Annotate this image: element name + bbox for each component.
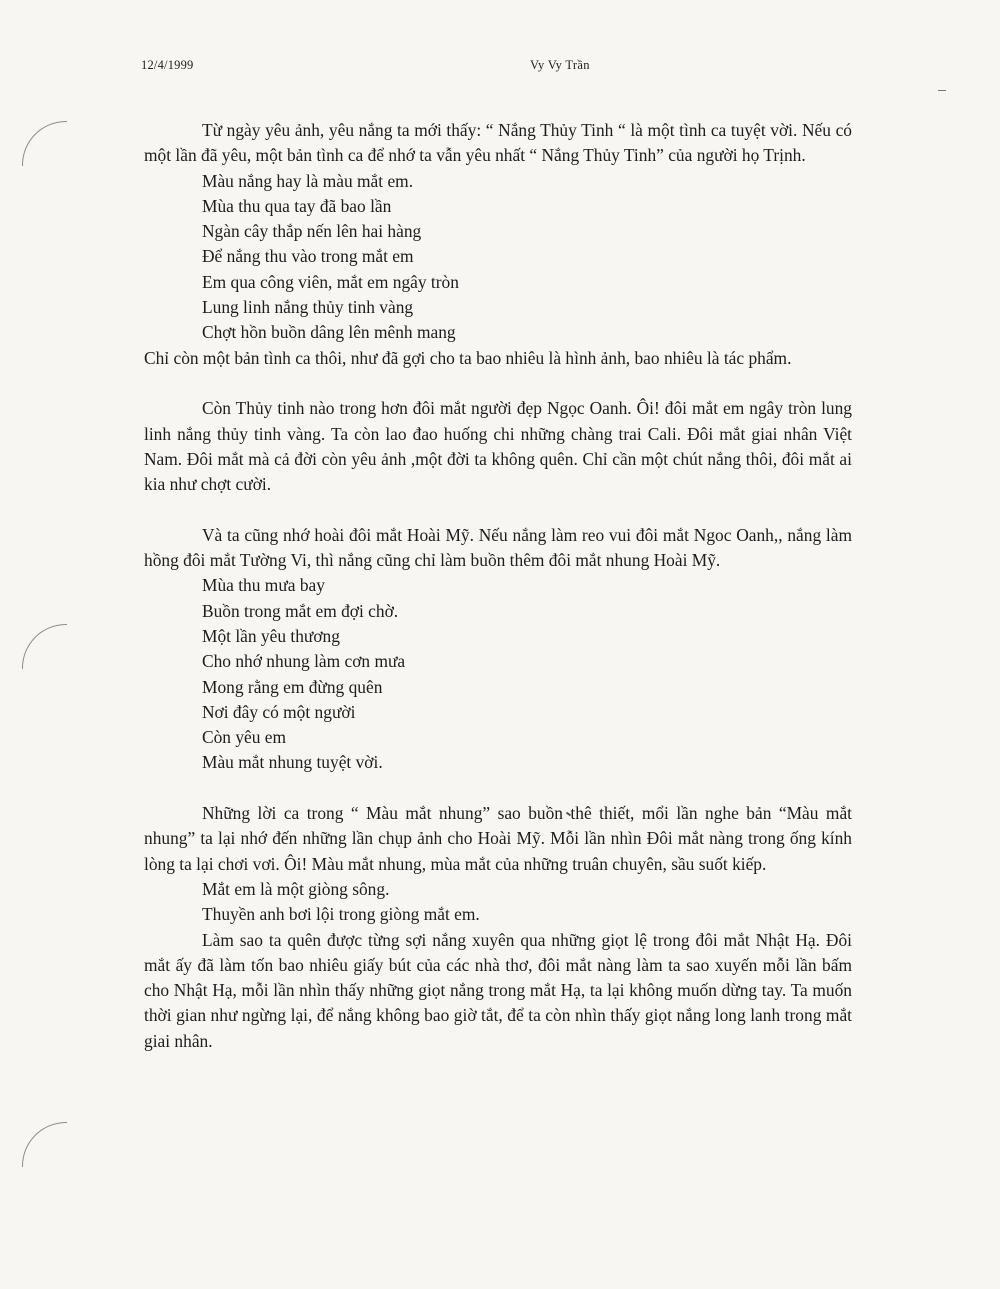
paragraph-3: Còn Thủy tinh nào trong hơn đôi mắt người đẹp Ngọc Oanh. Ôi! đôi mắt em ngây tròn lung linh nắng thủy tinh vàng. Ta còn lao đao huống chi những chàng trai Cali. Đôi mắt giai nhân Việt Nam. Đôi mắt mà cả đời còn yêu ảnh ,một đời ta không quên. Chỉ cần một chút nắng thôi, đôi mắt ai kia như chợt cười. xyxy=(144,398,852,495)
verse-line: Buồn trong mắt em đợi chờ. xyxy=(202,600,399,621)
verse-2 xyxy=(144,573,852,775)
verse-line: Mùa thu qua tay đã bao lần xyxy=(202,195,392,216)
verse-line: Một lần yêu thương xyxy=(202,625,340,646)
verse-line: Mùa thu mưa bay xyxy=(202,575,325,596)
paragraph-2: Chỉ còn một bản tình ca thôi, như đã gợi cho ta bao nhiêu là hình ảnh, bao nhiêu là tác phẩm. xyxy=(144,347,792,368)
verse-line: Còn yêu em xyxy=(202,727,287,748)
paragraph-4: Và ta cũng nhớ hoài đôi mắt Hoài Mỹ. Nếu nắng làm reo vui đôi mắt Ngoc Oanh,, nắng làm hồng đôi mắt Tường Vi, thì nắng cũng chỉ làm buồn thêm đôi mắt nhung Hoài Mỹ. xyxy=(144,524,852,571)
verse-line: Thuyền anh bơi lội trong giòng mắt em. xyxy=(202,904,480,925)
paragraph-5: Những lời ca trong “ Màu mắt nhung” sao buồn thê thiết, mổi lần nghe bản “Màu mắt nhung” ta lại nhớ đến những lần chụp ảnh cho Hoài Mỹ. Mỗi lần nhìn Đôi mắt nàng trong ống kính lòng ta lại chơi vơi. Ôi! Màu mắt nhung, mùa mắt của những truân chuyên, sầu suốt kiếp. xyxy=(144,803,852,874)
paragraph-1: Từ ngày yêu ảnh, yêu nắng ta mới thấy: “ Nắng Thủy Tinh “ là một tình ca tuyệt vời. Nếu có một lần đã yêu, một bản tình ca để nhớ ta vẫn yêu nhất “ Nắng Thủy Tinh” của người họ Trịnh. xyxy=(144,120,852,166)
verse-line: Chợt hồn buồn dâng lên mênh mang xyxy=(202,322,456,343)
verse-line: Cho nhớ nhung làm cơn mưa xyxy=(202,651,406,672)
punch-hole-bottom xyxy=(22,1122,67,1167)
verse-line: Em qua công viên, mắt em ngây tròn xyxy=(202,271,459,292)
verse-line: Mắt em là một giòng sông. xyxy=(202,878,390,899)
punch-hole-top xyxy=(22,121,67,166)
punch-hole-middle xyxy=(22,624,67,669)
verse-3 xyxy=(144,877,852,928)
document-body xyxy=(144,118,852,1054)
verse-line: Màu nắng hay là màu mắt em. xyxy=(202,170,414,191)
verse-line: Màu mắt nhung tuyệt vời. xyxy=(202,752,383,773)
header-author: Vy Vy Trần xyxy=(530,58,590,72)
verse-line: Lung linh nắng thủy tinh vàng xyxy=(202,297,414,318)
verse-line: Để nắng thu vào trong mắt em xyxy=(202,246,414,267)
paragraph-gap xyxy=(144,497,852,522)
paragraph-gap xyxy=(144,776,852,801)
header-date: 12/4/1999 xyxy=(141,58,194,72)
verse-line: Nơi đây có một người xyxy=(202,701,356,722)
verse-line: Mong rằng em đừng quên xyxy=(202,676,383,697)
paragraph-gap xyxy=(144,371,852,396)
verse-1 xyxy=(144,169,852,346)
scan-mark xyxy=(938,90,946,91)
paragraph-6: Làm sao ta quên được từng sợi nắng xuyên qua những giọt lệ trong đôi mắt Nhật Hạ. Đôi mắt ấy đã làm tốn bao nhiêu giấy bút của các nhà thơ, đôi mắt nàng làm ta sao xuyến mỗi lần bấm cho Nhật Hạ, mỗi lần nhìn thấy những giọt nắng trong mắt Hạ, ta lại không muốn dừng tay. Ta muốn thời gian như ngừng lại, để nắng không bao giờ tắt, để ta còn nhìn thấy giọt nắng long lanh trong mắt giai nhân. xyxy=(144,929,852,1051)
verse-line: Ngàn cây thắp nến lên hai hàng xyxy=(202,221,422,242)
